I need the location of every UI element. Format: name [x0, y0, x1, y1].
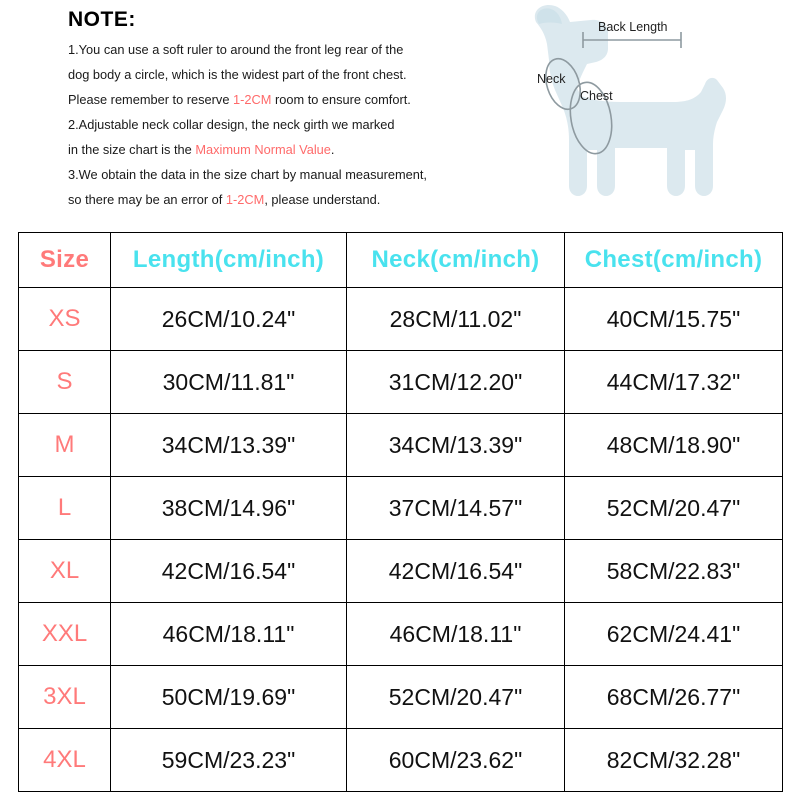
cell-length-value: 42CM/16.54": [111, 540, 347, 603]
cell-size-value: XL: [19, 540, 111, 603]
cell-size-value: XS: [19, 288, 111, 351]
size-table: [18, 232, 783, 792]
cell-neck-value: 46CM/18.11": [347, 603, 565, 666]
cell-chest-value: 44CM/17.32": [565, 351, 783, 414]
note-highlight: 1-2CM: [225, 191, 265, 207]
cell-chest-value: 40CM/15.75": [565, 288, 783, 351]
note-line: [68, 63, 488, 88]
note-text: 2.Adjustable neck collar design, the neck girth we marked: [68, 116, 395, 132]
cell-length-value: 30CM/11.81": [111, 351, 347, 414]
cell-neck-value: 52CM/20.47": [347, 666, 565, 729]
note-block: [68, 8, 488, 213]
size-table-body: [19, 288, 783, 792]
cell-chest-value: 52CM/20.47": [565, 477, 783, 540]
cell-chest-value: 48CM/18.90": [565, 414, 783, 477]
cell-size-value: L: [19, 477, 111, 540]
cell-size-value: 3XL: [19, 666, 111, 729]
note-line: [68, 188, 488, 213]
cell-length-value: 59CM/23.23": [111, 729, 347, 792]
cell-neck-value: 34CM/13.39": [347, 414, 565, 477]
note-title: NOTE:: [68, 8, 136, 31]
table-row: [19, 603, 783, 666]
size-table-head: [19, 233, 783, 288]
table-row: [19, 729, 783, 792]
table-row: [19, 477, 783, 540]
label-back-length: Back Length: [598, 20, 668, 34]
cell-length-value: 46CM/18.11": [111, 603, 347, 666]
note-highlight: Maximum Normal Value: [195, 141, 331, 157]
note-line: [68, 113, 488, 138]
note-text: , please understand.: [264, 191, 381, 207]
cell-size-value: XXL: [19, 603, 111, 666]
header-neck: Neck(cm/inch): [347, 233, 565, 288]
cell-chest-value: 58CM/22.83": [565, 540, 783, 603]
note-text: Please remember to reserve: [68, 91, 234, 107]
label-neck: Neck: [537, 72, 566, 86]
header-chest: Chest(cm/inch): [565, 233, 783, 288]
note-line: [68, 138, 488, 163]
note-text: room to ensure comfort.: [271, 91, 411, 107]
cell-size-value: M: [19, 414, 111, 477]
note-text: so there may be an error of: [68, 191, 226, 207]
note-line: [68, 38, 488, 63]
cell-neck-value: 37CM/14.57": [347, 477, 565, 540]
cell-neck-value: 42CM/16.54": [347, 540, 565, 603]
cell-chest-value: 68CM/26.77": [565, 666, 783, 729]
table-row: [19, 540, 783, 603]
dog-measurement-diagram: [495, 0, 795, 218]
cell-chest-value: 82CM/32.28": [565, 729, 783, 792]
cell-length-value: 34CM/13.39": [111, 414, 347, 477]
note-line: [68, 163, 488, 188]
cell-neck-value: 28CM/11.02": [347, 288, 565, 351]
note-line: [68, 88, 488, 113]
note-text: 1.You can use a soft ruler to around the front leg rear of the: [68, 42, 404, 57]
table-row: [19, 288, 783, 351]
cell-neck-value: 60CM/23.62": [347, 729, 565, 792]
header-length: Length(cm/inch): [111, 233, 347, 288]
table-header-row: [19, 233, 783, 288]
note-highlight: 1-2CM: [233, 91, 272, 107]
cell-chest-value: 62CM/24.41": [565, 603, 783, 666]
label-chest: Chest: [580, 89, 613, 103]
table-row: [19, 414, 783, 477]
header-size: Size: [19, 233, 111, 288]
note-text: 3.We obtain the data in the size chart by manual measurement,: [68, 166, 427, 182]
cell-neck-value: 31CM/12.20": [347, 351, 565, 414]
cell-size-value: 4XL: [19, 729, 111, 792]
cell-size-value: S: [19, 351, 111, 414]
note-text: dog body a circle, which is the widest part of the front chest.: [68, 66, 407, 82]
note-and-diagram-area: [0, 0, 800, 228]
cell-length-value: 38CM/14.96": [111, 477, 347, 540]
cell-length-value: 50CM/19.69": [111, 666, 347, 729]
note-text: .: [330, 141, 335, 157]
cell-length-value: 26CM/10.24": [111, 288, 347, 351]
note-lines: [68, 38, 488, 213]
table-row: [19, 351, 783, 414]
table-row: [19, 666, 783, 729]
note-text: in the size chart is the: [68, 141, 196, 157]
